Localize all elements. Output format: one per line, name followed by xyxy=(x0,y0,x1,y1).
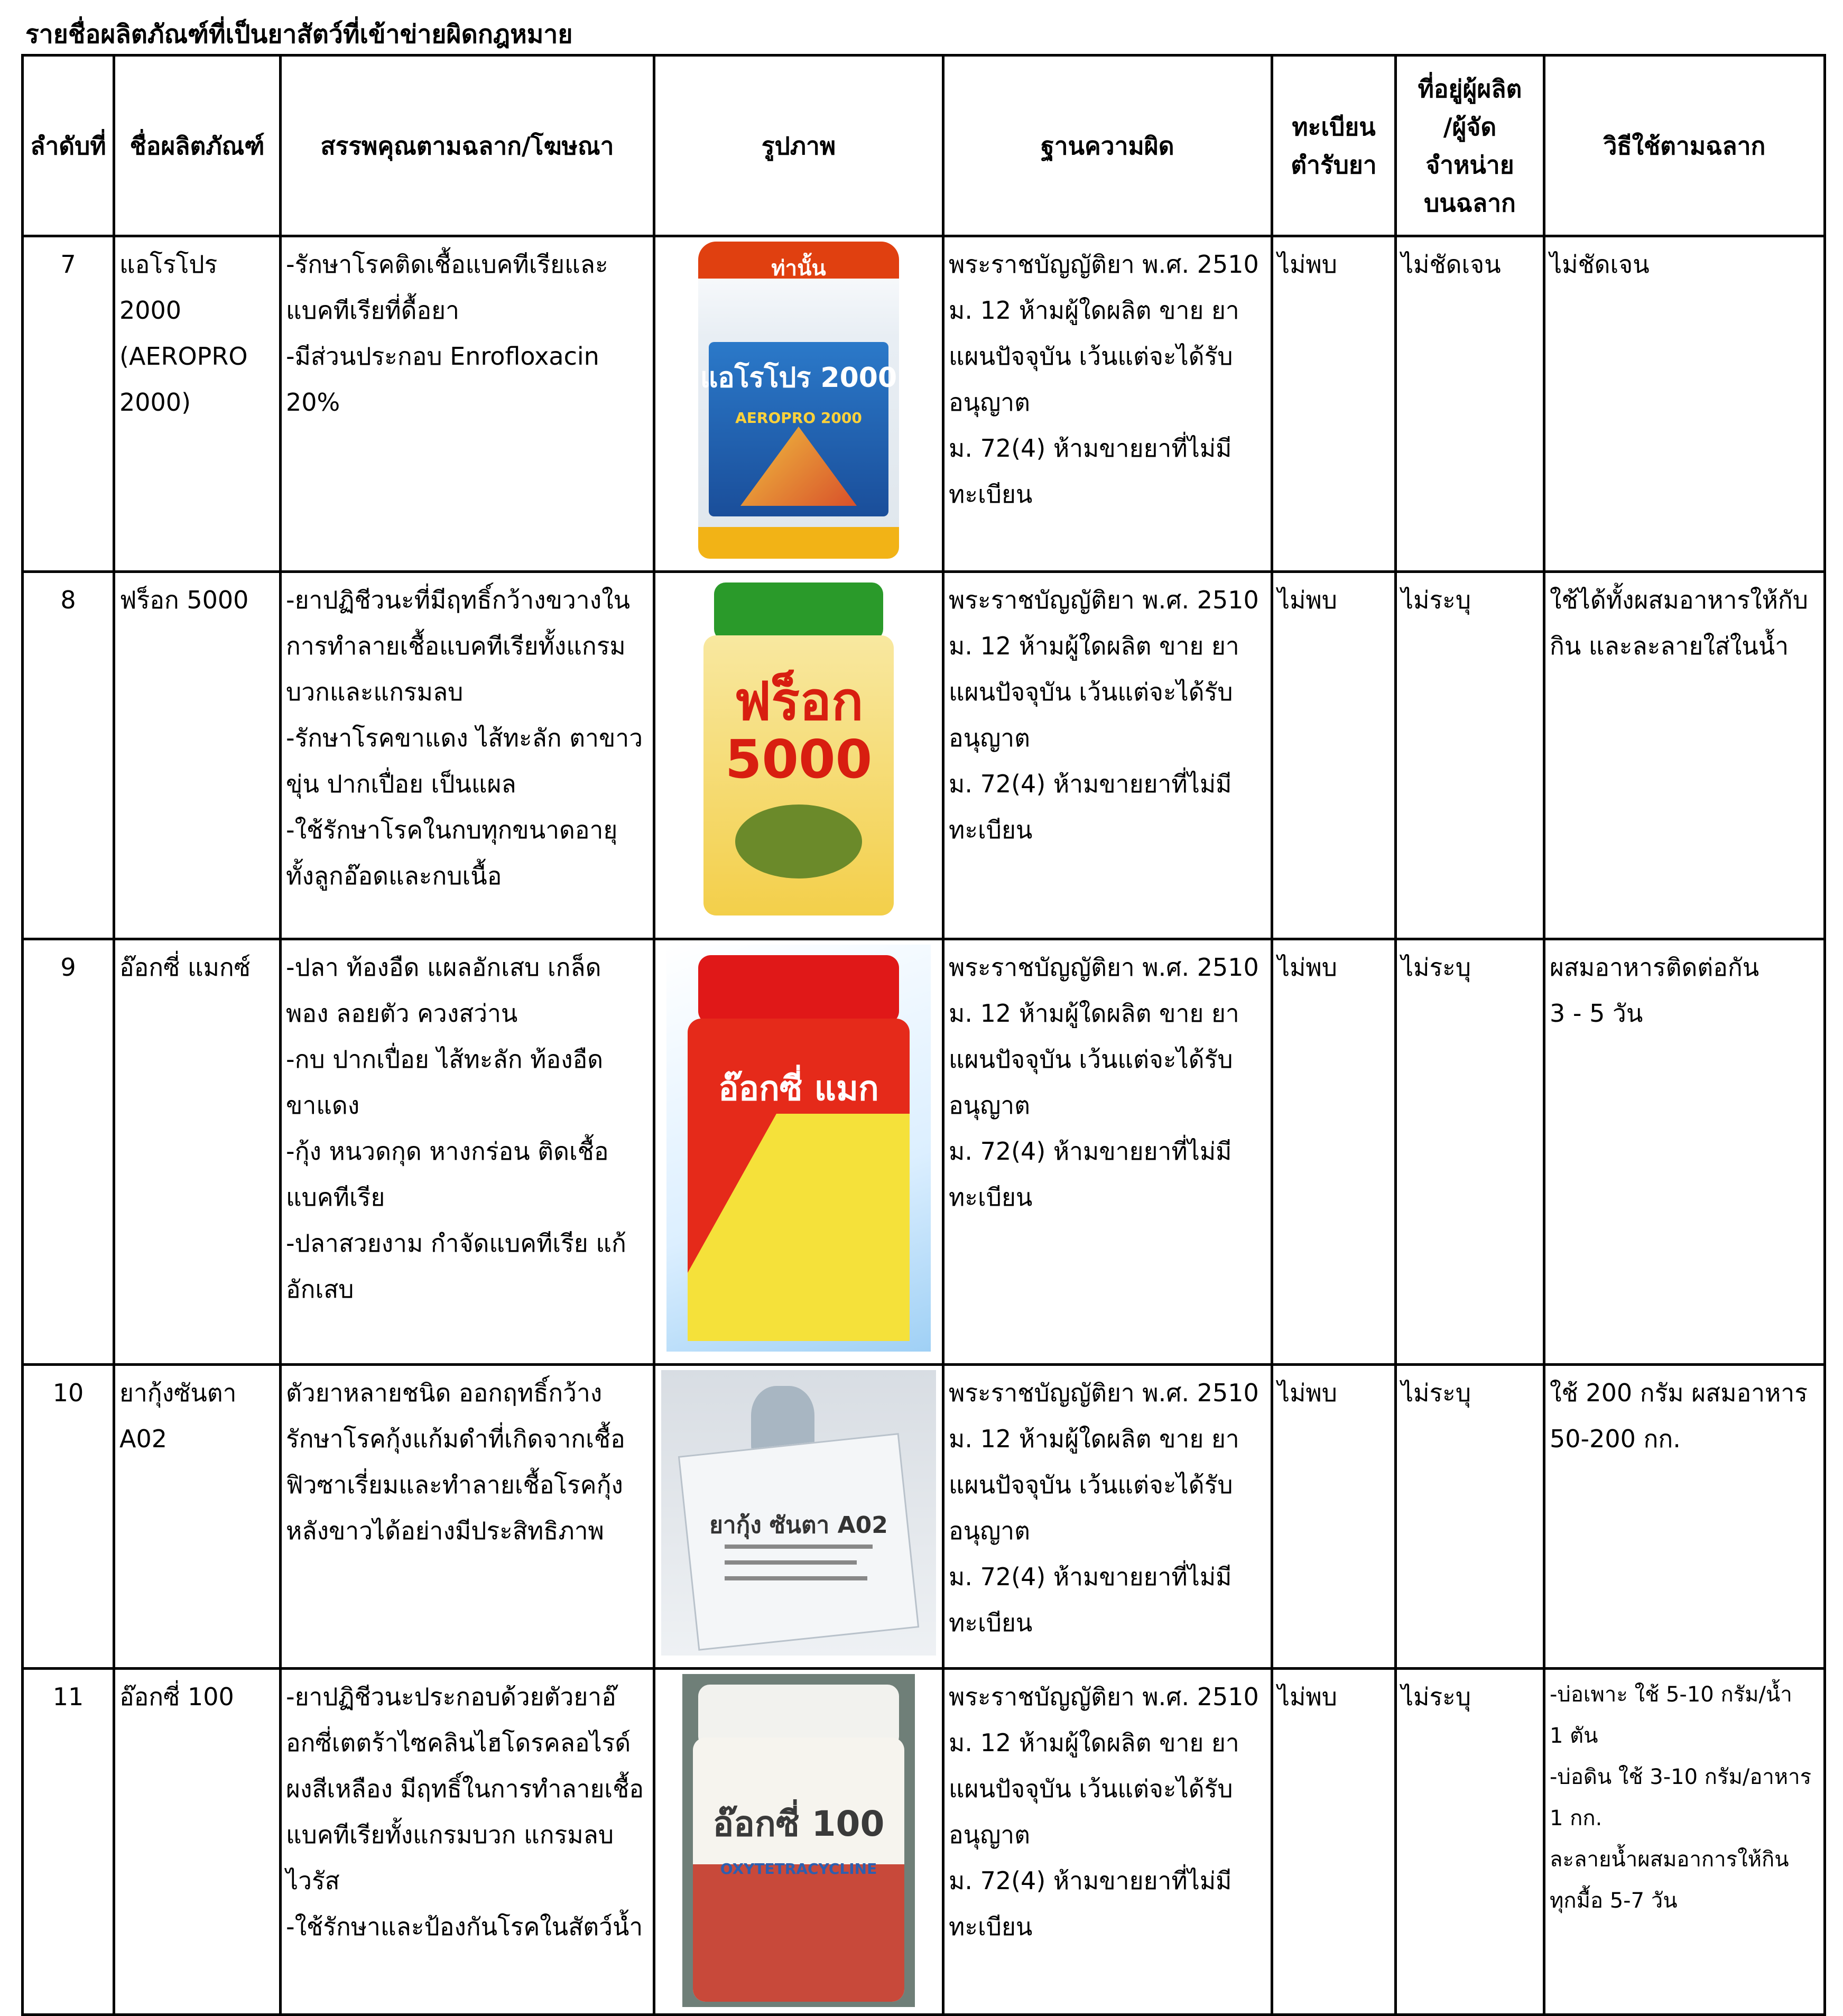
image-product-label: อ๊อกซี่ แมก xyxy=(718,1069,879,1108)
usage-instructions: ใช้ได้ทั้งผสมอาหารให้กับ กิน และละลายใส่ในน้ำ xyxy=(1544,572,1825,939)
product-claims: -ยาปฏิชีวนะประกอบด้วยตัวยาอ๊ อกซี่เตตร้าไซคลินไฮโดรคลอไรด์ ผงสีเหลือง มีฤทธิ์ในการทำลายเชื้อ แบคทีเรียทั้งแกรมบวก แกรมลบ ไวรัส -ใช้รักษาและป้องกันโรคในสัตว์น้ำ xyxy=(281,1669,654,2015)
image-product-label: ยากุ้ง ซันตา A02 xyxy=(709,1512,888,1539)
registration-status: ไม่พบ xyxy=(1272,1365,1396,1669)
document-title: รายชื่อผลิตภัณฑ์ที่เป็นยาสัตว์ที่เข้าข่ายผิดกฎหมาย xyxy=(25,20,573,49)
product-image-cell xyxy=(654,1365,943,1669)
product-image-cell xyxy=(654,1669,943,2015)
row-number: 8 xyxy=(23,572,114,939)
offense: พระราชบัญญัติยา พ.ศ. 2510 ม. 12 ห้ามผู้ใดผลิต ขาย ยา แผนปัจจุบัน เว้นแต่จะได้รับ อนุญาต ม. 72(4) ห้ามขายยาที่ไม่มี ทะเบียน xyxy=(943,1365,1272,1669)
manufacturer-address: ไม่ระบุ xyxy=(1396,1365,1544,1669)
product-bottle-icon xyxy=(698,242,899,559)
header-registration: ทะเบียน ตำรับยา xyxy=(1272,56,1396,236)
registration-status: ไม่พบ xyxy=(1272,939,1396,1365)
image-product-label: ฟร็อก 5000 xyxy=(725,670,873,790)
product-claims: -รักษาโรคติดเชื้อแบคทีเรียและ แบคทีเรียที่ดื้อยา -มีส่วนประกอบ Enrofloxacin 20% xyxy=(281,236,654,572)
product-jar-icon xyxy=(698,577,899,915)
header-claims: สรรพคุณตามฉลาก/โฆษณา xyxy=(281,56,654,236)
offense: พระราชบัญญัติยา พ.ศ. 2510 ม. 12 ห้ามผู้ใดผลิต ขาย ยา แผนปัจจุบัน เว้นแต่จะได้รับ อนุญาต ม. 72(4) ห้ามขายยาที่ไม่มี ทะเบียน xyxy=(943,572,1272,939)
header-usage: วิธีใช้ตามฉลาก xyxy=(1544,56,1825,236)
usage-instructions: ผสมอาหารติดต่อกัน 3 - 5 วัน xyxy=(1544,939,1825,1365)
product-image-cell xyxy=(654,236,943,572)
image-product-sublabel: OXYTETRACYCLINE xyxy=(720,1860,877,1878)
offense: พระราชบัญญัติยา พ.ศ. 2510 ม. 12 ห้ามผู้ใดผลิต ขาย ยา แผนปัจจุบัน เว้นแต่จะได้รับ อนุญาต ม. 72(4) ห้ามขายยาที่ไม่มี ทะเบียน xyxy=(943,1669,1272,2015)
registration-status: ไม่พบ xyxy=(1272,236,1396,572)
product-name: ฟร็อก 5000 xyxy=(114,572,281,939)
header-address: ที่อยู่ผู้ผลิต /ผู้จัดจำหน่าย บนฉลาก xyxy=(1396,56,1544,236)
product-name: อ๊อกซี่ 100 xyxy=(114,1669,281,2015)
products-table xyxy=(21,54,1826,2016)
table-row xyxy=(23,1669,1825,2015)
row-number: 10 xyxy=(23,1365,114,1669)
manufacturer-address: ไม่ชัดเจน xyxy=(1396,236,1544,572)
product-jar-icon xyxy=(666,945,931,1352)
registration-status: ไม่พบ xyxy=(1272,1669,1396,2015)
table-row xyxy=(23,939,1825,1365)
product-name: ยากุ้งซันตา A02 xyxy=(114,1365,281,1669)
row-number: 7 xyxy=(23,236,114,572)
usage-instructions: ไม่ชัดเจน xyxy=(1544,236,1825,572)
product-bag-icon xyxy=(661,1370,936,1656)
product-name: แอโรโปร 2000 (AEROPRO 2000) xyxy=(114,236,281,572)
registration-status: ไม่พบ xyxy=(1272,572,1396,939)
product-image-cell xyxy=(654,572,943,939)
header-image: รูปภาพ xyxy=(654,56,943,236)
offense: พระราชบัญญัติยา พ.ศ. 2510 ม. 12 ห้ามผู้ใดผลิต ขาย ยา แผนปัจจุบัน เว้นแต่จะได้รับ อนุญาต ม. 72(4) ห้ามขายยาที่ไม่มี ทะเบียน xyxy=(943,236,1272,572)
image-corner-text: ท่านั้น xyxy=(771,256,826,281)
row-number: 11 xyxy=(23,1669,114,2015)
table-row xyxy=(23,572,1825,939)
manufacturer-address: ไม่ระบุ xyxy=(1396,1669,1544,2015)
table-row xyxy=(23,236,1825,572)
offense: พระราชบัญญัติยา พ.ศ. 2510 ม. 12 ห้ามผู้ใดผลิต ขาย ยา แผนปัจจุบัน เว้นแต่จะได้รับ อนุญาต ม. 72(4) ห้ามขายยาที่ไม่มี ทะเบียน xyxy=(943,939,1272,1365)
usage-instructions: -บ่อเพาะ ใช้ 5-10 กรัม/น้ำ 1 ตัน -บ่อดิน ใช้ 3-10 กรัม/อาหาร 1 กก. ละลายน้ำผสมอาการให้กิน ทุกมื้อ 5-7 วัน xyxy=(1544,1669,1825,2015)
header-offense: ฐานความผิด xyxy=(943,56,1272,236)
product-claims: -ปลา ท้องอืด แผลอักเสบ เกล็ด พอง ลอยตัว ควงสว่าน -กบ ปากเปื่อย ไส้ทะลัก ท้องอืด ขาแดง -กุ้ง หนวดกุด หางกร่อน ติดเชื้อ แบคทีเรีย -ปลาสวยงาม กำจัดแบคทีเรีย แก้ อักเสบ xyxy=(281,939,654,1365)
header-no: ลำดับที่ xyxy=(23,56,114,236)
manufacturer-address: ไม่ระบุ xyxy=(1396,572,1544,939)
table-row xyxy=(23,1365,1825,1669)
image-product-label: อ๊อกซี่ 100 xyxy=(712,1804,885,1844)
image-product-label: แอโรโปร 2000 xyxy=(700,362,897,394)
product-claims: -ยาปฏิชีวนะที่มีฤทธิ์กว้างขวางใน การทำลายเชื้อแบคทีเรียทั้งแกรม บวกและแกรมลบ -รักษาโรคขาแดง ไส้ทะลัก ตาขาว ขุ่น ปากเปื่อย เป็นแผล -ใช้รักษาโรคในกบทุกขนาดอายุ ทั้งลูกอ๊อดและกบเนื้อ xyxy=(281,572,654,939)
product-image-cell xyxy=(654,939,943,1365)
row-number: 9 xyxy=(23,939,114,1365)
image-product-sublabel: AEROPRO 2000 xyxy=(735,409,862,427)
usage-instructions: ใช้ 200 กรัม ผสมอาหาร 50-200 กก. xyxy=(1544,1365,1825,1669)
product-jar-icon xyxy=(682,1674,915,2007)
manufacturer-address: ไม่ระบุ xyxy=(1396,939,1544,1365)
header-name: ชื่อผลิตภัณฑ์ xyxy=(114,56,281,236)
header-row xyxy=(23,56,1825,236)
product-claims: ตัวยาหลายชนิด ออกฤทธิ์กว้าง รักษาโรคกุ้งแก้มดำที่เกิดจากเชื้อ ฟิวซาเรี่ยมและทำลายเชื้อโรคกุ้ง หลังขาวได้อย่างมีประสิทธิภาพ xyxy=(281,1365,654,1669)
product-name: อ๊อกซี่ แมกซ์ xyxy=(114,939,281,1365)
